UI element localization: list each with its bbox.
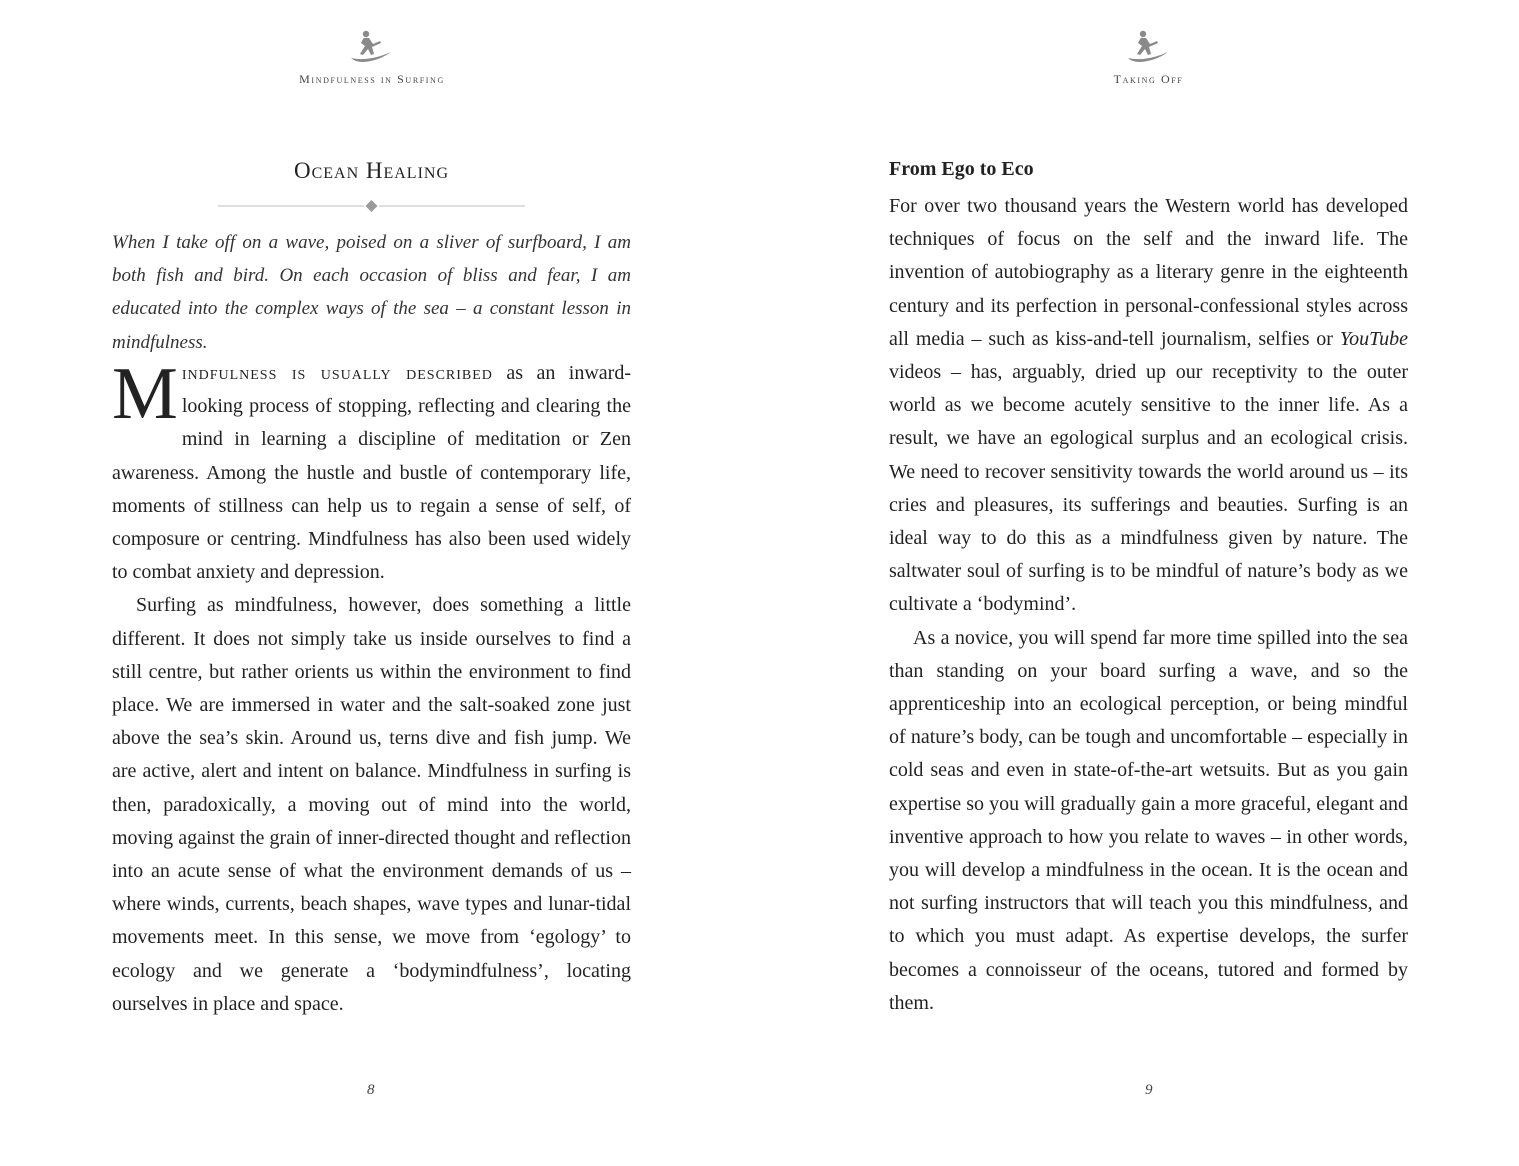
paragraph: As a novice, you will spend far more time spilled into the sea than standing on your board surfing a wave, and so the apprenticeship into an ecological perception, or being mindful of nature’s body, can be tough and uncomfortable – especially in cold seas and even in state-of-the-art wetsuits. But as you gain expertise so you will gradually gain a more graceful, elegant and inventive approach to how you relate to waves – in other words, you will develop a mindfulness in the ocean. It is the ocean and not surfing instructors that will teach you this mindfulness, and to which you must adapt. As expertise develops, the surfer becomes a connoisseur of the oceans, tutored and formed by them.	[889, 626, 1408, 1014]
lead-in: indfulness is usually described	[181, 362, 493, 384]
chapter-title: Ocean Healing	[293, 158, 450, 183]
divider-ornament	[218, 197, 525, 215]
body-text	[889, 190, 1408, 1020]
page-number: 8	[367, 1082, 375, 1098]
paragraph-text: as an inward-looking process of stopping, reflecting and clearing the mind in learning a discipline of meditation or Zen awareness. Among the hustle and bustle of contemporary life, moments of stillness can help us to regain a sense of self, of composure or centring. Mindfulness has also been used widely to combat anxiety and depression.	[112, 362, 631, 584]
running-head: Mindfulness in Surfing	[299, 72, 445, 86]
paragraph: Surfing as mindfulness, however, does something a little different. It does not simply take us inside ourselves to find a still centre, but rather orients us within the environment to find place. We are immersed in water and the salt-soaked zone just above the sea’s skin. Around us, terns dive and fish jump. We are active, alert and intent on balance. Mindfulness in surfing is then, paradoxically, a moving out of mind into the world, moving against the grain of inner-directed thought and reflection into an acute sense of what the environment demands of us – where winds, currents, beach shapes, wave types and lunar-tidal movements meet. In this sense, we move from ‘egology’ to ecology and we generate a ‘bodymindfulness’, locating ourselves in place and space.	[112, 594, 631, 1015]
paragraph	[112, 353, 631, 589]
paragraph-text: For over two thousand years the Western world has developed techniques of focus on the self and the inward life. The invention of autobiography as a literary genre in the eighteenth century and its perfection in personal-confessional styles across all media – such as kiss-and-tell journalism, selfies or	[889, 195, 1408, 350]
page-number: 9	[1145, 1082, 1153, 1098]
italic-term: YouTube	[1339, 327, 1408, 350]
running-head: Taking Off	[1113, 72, 1184, 86]
surfer-icon	[349, 28, 393, 68]
paragraph-text: videos – has, arguably, dried up our receptivity to the outer world as we become acutely sensitive to the inner life. As a result, we have an egological surplus and an ecological crisis. We need to recover sensitivity towards the world around us – its cries and pleasures, its sufferings and beauties. Surfing is an ideal way to do this as a mindfulness given by nature. The saltwater soul of surfing is to be mindful of nature’s body as we cultivate a ‘bodymind’.	[889, 361, 1408, 616]
right-page	[760, 0, 1519, 1166]
section-title: From Ego to Eco	[889, 158, 1034, 180]
paragraph	[889, 190, 1408, 622]
drop-cap: M	[112, 353, 178, 435]
surfer-icon	[1126, 28, 1170, 68]
epigraph: When I take off on a wave, poised on a sliver of surfboard, I am both fish and bird. On each occasion of bliss and fear, I am educated into the complex ways of the sea – a constant lesson in mindfulness.	[112, 232, 631, 353]
body-text	[112, 353, 631, 1021]
